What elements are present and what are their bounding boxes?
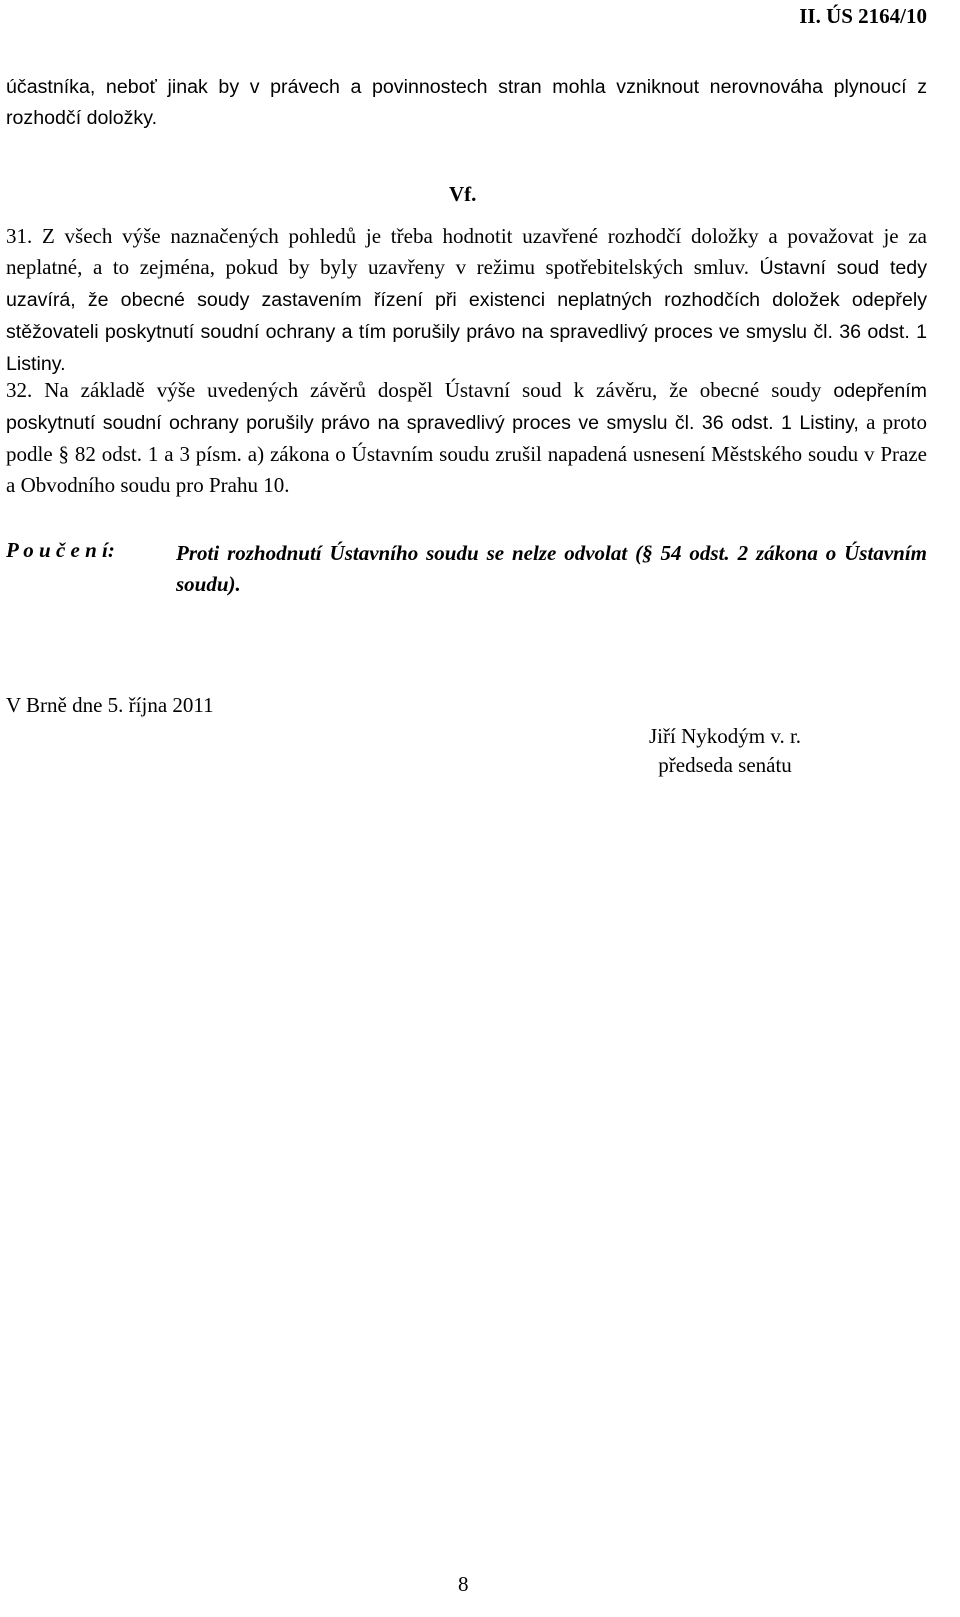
- poucenie-label: P o u č e n í:: [6, 538, 115, 562]
- paragraph-32: [6, 375, 927, 501]
- page-number: 8: [458, 1572, 469, 1596]
- paragraph-32-sans: odepřením poskytnutí soudní ochrany porušily právo na spravedlivý proces ve smyslu čl. 36 odst. 1 Listiny,: [6, 380, 928, 434]
- paragraph-intro: účastníka, neboť jinak by v právech a povinnostech stran mohla vzniknout nerovnováha plynoucí z rozhodčí doložky.: [6, 76, 927, 129]
- section-heading: Vf.: [449, 182, 477, 206]
- paragraph-32-end: a proto podle § 82 odst. 1 a 3 písm. a) zákona o Ústavním soudu zrušil napadená usnesení Městského soudu v Praze a Obvodního soudu pro Prahu 10.: [6, 410, 927, 497]
- paragraph-31: [6, 221, 927, 380]
- poucenie-text: Proti rozhodnutí Ústavního soudu se nelze odvolat (§ 54 odst. 2 zákona o Ústavním soudu).: [176, 541, 927, 596]
- paragraph-31-sans: Ústavní soud tedy uzavírá, že obecné soudy zastavením řízení při existenci neplatných rozhodčích doložek odepřely stěžovateli poskytnutí soudní ochrany a tím porušily právo na spravedlivý proces ve smyslu čl. 36 odst. 1 Listiny.: [6, 257, 928, 375]
- signature-name: Jiří Nykodým v. r.: [649, 724, 802, 748]
- paragraph-32-start: 32. Na základě výše uvedených závěrů dospěl Ústavní soud k závěru, že obecné soudy: [6, 378, 822, 402]
- paragraph-31-serif: 31. Z všech výše naznačených pohledů je třeba hodnotit uzavřené rozhodčí doložky a považovat je za neplatné, a to zejména, pokud by byly uzavřeny v režimu spotřebitelských smluv.: [6, 224, 927, 279]
- signature-block: [649, 722, 801, 780]
- signature-title: předseda senátu: [658, 753, 792, 777]
- case-reference: II. ÚS 2164/10: [799, 4, 927, 28]
- date-line: V Brně dne 5. října 2011: [6, 693, 214, 717]
